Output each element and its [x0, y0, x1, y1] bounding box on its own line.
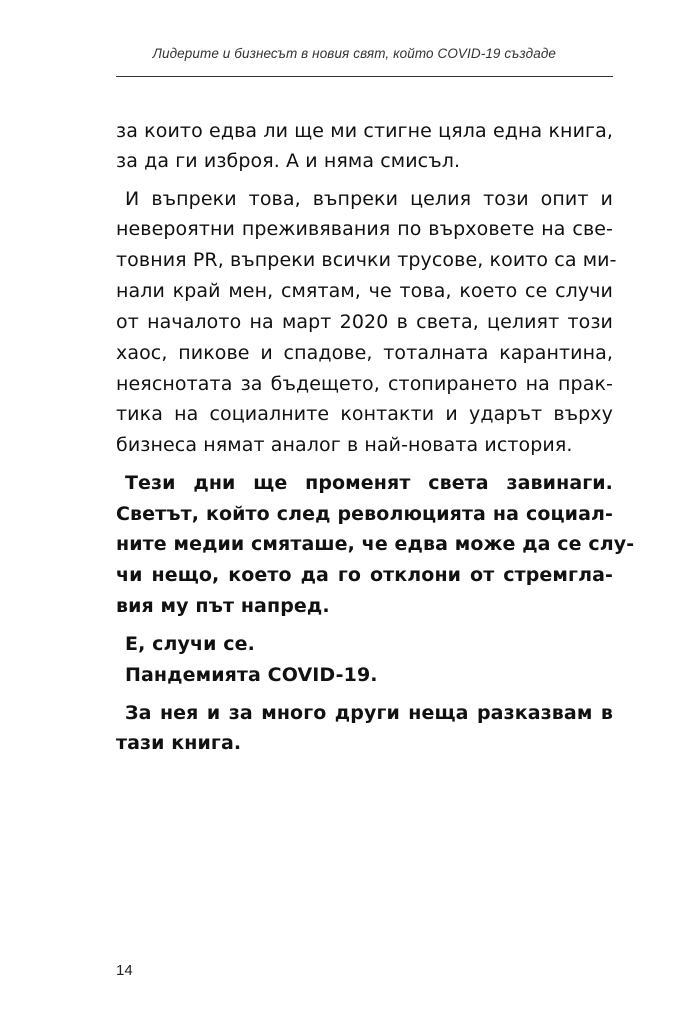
text-line: тика на социалните контакти и ударът върху [116, 403, 613, 425]
text-line: вия му път напред. [116, 595, 330, 617]
running-header: Лидерите и бизнесът в новия свят, който COVID-19 създаде [152, 46, 556, 61]
text-line: от началото на март 2020 в света, целият този [116, 311, 613, 333]
header-rule [116, 76, 613, 77]
page-number: 14 [116, 962, 133, 979]
text-line: невероятни преживявания по върховете на све- [116, 218, 613, 240]
text-line: за които едва ли ще ми стигне цяла една книга, [116, 120, 613, 142]
text-line: тази книга. [116, 732, 242, 754]
text-line: Тези дни ще променят света завинаги. [125, 472, 613, 494]
text-line: И въпреки това, въпреки целия този опит и [125, 188, 613, 210]
text-line: неяснотата за бъдещето, стопирането на прак- [116, 373, 613, 395]
text-line: чи нещо, което да го отклони от стремгла- [116, 564, 613, 586]
text-line: ните медии смяташе, че едва може да се слу- [116, 533, 635, 555]
text-line: Светът, който след революцията на социал- [116, 503, 613, 525]
text-line: Е, случи се. [125, 633, 255, 655]
text-line: бизнеса нямат аналог в най-новата история. [116, 434, 573, 456]
text-line: Пандемията COVID-19. [125, 664, 378, 686]
text-line: товния PR, въпреки всички трусове, които са ми- [116, 249, 617, 271]
text-line: хаос, пикове и спадове, тоталната карантина, [116, 342, 613, 364]
text-line: нали край мен, смятам, че това, което се случи [116, 280, 613, 302]
text-line: за да ги изброя. А и няма смисъл. [116, 150, 461, 172]
text-line: За нея и за много други неща разказвам в [125, 702, 613, 724]
